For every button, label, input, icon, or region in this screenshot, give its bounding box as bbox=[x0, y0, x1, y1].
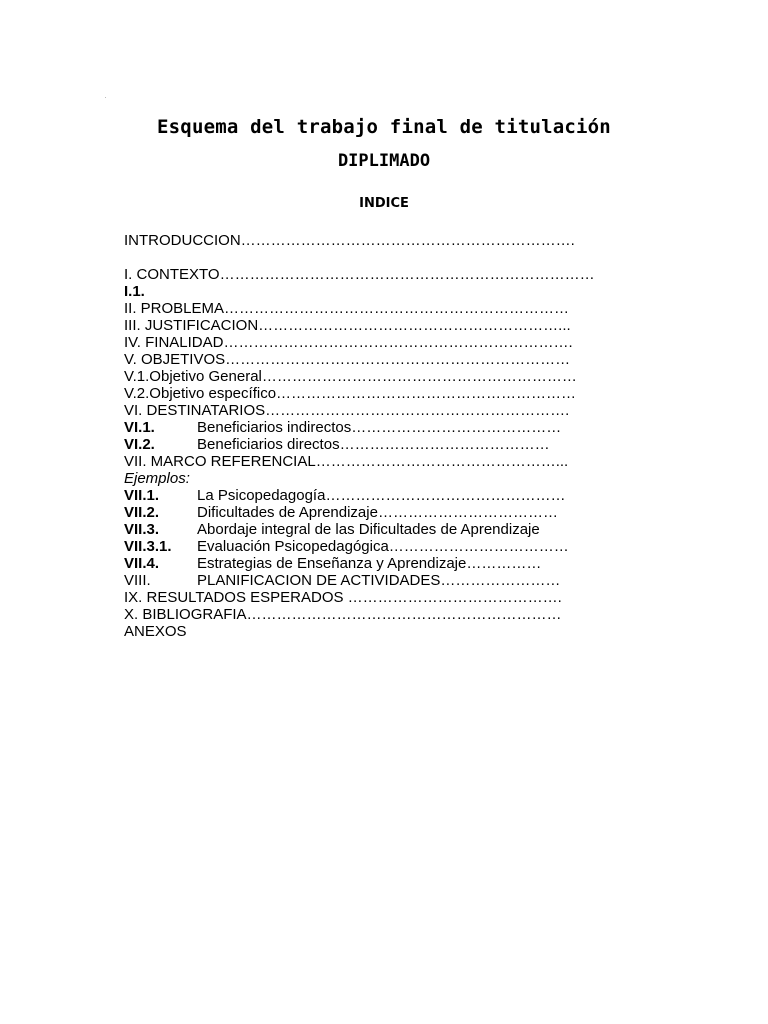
toc-intro bbox=[124, 232, 644, 249]
toc-number: VI.1. bbox=[124, 419, 155, 436]
scan-speck bbox=[105, 97, 106, 98]
index-heading: INDICE bbox=[359, 196, 409, 211]
toc-entry: ANEXOS bbox=[124, 623, 187, 640]
toc-entry: I. CONTEXTO………………………………………………………………… bbox=[124, 266, 595, 283]
toc-number: VII.3. bbox=[124, 521, 160, 538]
toc-text: Beneficiarios directos…………………………………… bbox=[197, 436, 550, 453]
toc-entry bbox=[124, 521, 644, 538]
toc-entry bbox=[124, 504, 644, 521]
toc-text: PLANIFICACION DE ACTIVIDADES…………………… bbox=[197, 572, 561, 589]
toc-list bbox=[124, 266, 644, 640]
toc-entry: IX. RESULTADOS ESPERADOS ……………………………………. bbox=[124, 589, 562, 606]
toc-number: VII.4. bbox=[124, 555, 160, 572]
toc-entry: IV. FINALIDAD……………………………………………………………. bbox=[124, 334, 573, 351]
toc-entry: V. OBJETIVOS…………………………………………………………… bbox=[124, 351, 571, 368]
toc-entry: III. JUSTIFICACION……………………………………………………... bbox=[124, 317, 571, 334]
document-subtitle: DIPLIMADO bbox=[337, 151, 431, 171]
toc-number: VII.1. bbox=[124, 487, 160, 504]
toc-entry: II. PROBLEMA…………………………………………………………… bbox=[124, 300, 570, 317]
toc-entry bbox=[124, 572, 644, 589]
toc-text: Beneficiarios indirectos…………………………………… bbox=[197, 419, 562, 436]
toc-text: Evaluación Psicopedagógica……………………………… bbox=[197, 538, 569, 555]
toc-text: Abordaje integral de las Dificultades de Aprendizaje bbox=[197, 521, 540, 538]
toc-number: VIII. bbox=[124, 572, 151, 589]
toc-entry: X. BIBLIOGRAFIA……………………………………………………… bbox=[124, 606, 562, 623]
toc-text: Estrategias de Enseñanza y Aprendizaje…………… bbox=[197, 555, 542, 572]
toc-entry: VI. DESTINATARIOS……………………………………………………. bbox=[124, 402, 570, 419]
toc-entry bbox=[124, 419, 644, 436]
document-title: Esquema del trabajo final de titulación bbox=[157, 116, 611, 138]
toc-entry: V.2.Objetivo específico…………………………………………………… bbox=[124, 385, 577, 402]
toc-number: VI.2. bbox=[124, 436, 155, 453]
toc-entry: VII. MARCO REFERENCIAL…………………………………………... bbox=[124, 453, 569, 470]
toc-entry: Ejemplos: bbox=[124, 470, 190, 487]
toc-entry: I.1. bbox=[124, 283, 145, 300]
toc-text: La Psicopedagogía………………………………………… bbox=[197, 487, 566, 504]
toc-entry bbox=[124, 487, 644, 504]
toc-text: Dificultades de Aprendizaje……………………………… bbox=[197, 504, 558, 521]
toc-number: VII.2. bbox=[124, 504, 160, 521]
toc-entry bbox=[124, 538, 644, 555]
toc-entry: V.1.Objetivo General……………………………………………………… bbox=[124, 368, 577, 385]
toc-entry: INTRODUCCION…………………………………………………………. bbox=[124, 232, 575, 249]
toc-entry bbox=[124, 436, 644, 453]
toc-number: VII.3.1. bbox=[124, 538, 172, 555]
toc-entry bbox=[124, 555, 644, 572]
